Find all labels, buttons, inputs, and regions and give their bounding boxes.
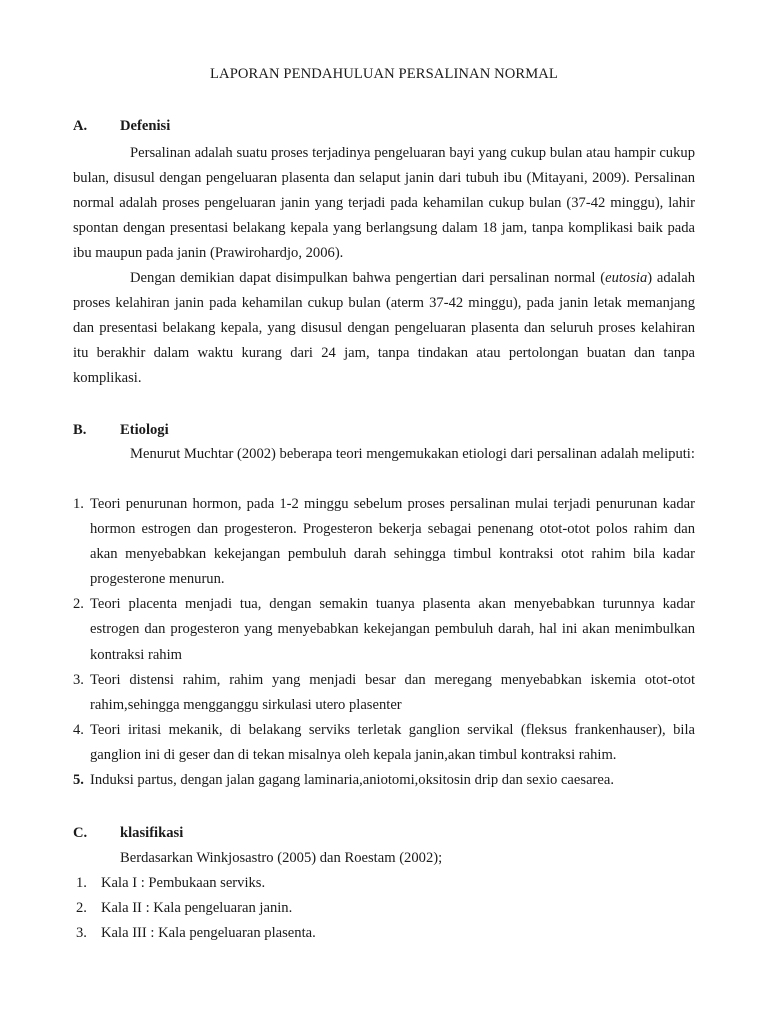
section-b-title: Etiologi bbox=[120, 422, 169, 438]
eutosia-term: eutosia bbox=[605, 270, 648, 286]
section-b-heading bbox=[73, 422, 169, 439]
section-c-heading bbox=[73, 825, 183, 842]
section-c-title: klasifikasi bbox=[120, 825, 184, 841]
section-a-title: Defenisi bbox=[120, 118, 171, 134]
section-a-paragraph-1-text: Persalinan adalah suatu proses terjadinya pengeluaran bayi yang cukup bulan atau hampir cukup bulan, disusul dengan pengeluaran plasenta dan selaput janin dari tubuh ibu (Mitayani, 2009). Persalinan normal adalah proses pengeluaran janin yang terjadi pada kehamilan cukup bulan (37-42 minggu), lahir spontan dengan presentasi belakang kepala yang berlangsung dalam 18 jam, tanpa komplikasi baik pada ibu maupun pada janin (Prawirohardjo, 2006). bbox=[73, 145, 695, 262]
etiologi-list bbox=[73, 492, 695, 793]
list-item: 3. Kala III : Kala pengeluaran plasenta. bbox=[76, 925, 316, 942]
section-a-letter: A. bbox=[73, 118, 88, 134]
section-b-intro: Menurut Muchtar (2002) beberapa teori mengemukakan etiologi dari persalinan adalah meliputi: bbox=[130, 446, 695, 462]
section-c-letter: C. bbox=[73, 825, 88, 841]
section-a-heading bbox=[73, 118, 170, 135]
list-item: 1. Teori penurunan hormon, pada 1-2 minggu sebelum proses persalinan mulai terjadi penurunan kadar hormon estrogen dan progesteron. Progesteron bekerja sebagai penenang otot-otot polos rahim dan akan menyebabkan kekejangan pembuluh darah sehingga timbul kontraksi otot rahim bila kadar progesterone menurun. bbox=[73, 496, 695, 588]
klasifikasi-list bbox=[76, 871, 316, 946]
list-item: 3. Teori distensi rahim, rahim yang menjadi besar dan meregang menyebabkan iskemia otot-otot rahim,sehingga mengganggu sirkulasi utero plasenter bbox=[73, 671, 695, 713]
section-a-paragraph-2: Dengan demikian dapat disimpulkan bahwa pengertian dari persalinan normal (eutosia) adalah proses kelahiran janin pada kehamilan cukup bulan (aterm 37-42 minggu), pada janin letak memanjang dan presentasi belakang kepala, yang disusul dengan pengeluaran plasenta dan seluruh proses kelahiran itu berakhir dalam waktu kurang dari 24 jam, tanpa tindakan atau pertolongan buatan dan tanpa komplikasi. bbox=[73, 270, 695, 387]
section-a-paragraph-1 bbox=[73, 141, 695, 266]
section-b-letter: B. bbox=[73, 422, 87, 438]
list-item: 5. Induksi partus, dengan jalan gagang laminaria,aniotomi,oksitosin drip dan sexio caesarea. bbox=[73, 772, 615, 789]
list-item: 1. Kala I : Pembukaan serviks. bbox=[76, 875, 266, 891]
list-item: 2. Kala II : Kala pengeluaran janin. bbox=[76, 900, 293, 917]
list-item: 2. Teori placenta menjadi tua, dengan semakin tuanya plasenta akan menyebabkan turunnya kadar estrogen dan progesteron yang menyebabkan kekejangan pembuluh darah, hal ini akan menimbulkan kontraksi rahim bbox=[73, 596, 695, 663]
section-c-intro: Berdasarkan Winkjosastro (2005) dan Roestam (2002); bbox=[120, 850, 443, 866]
page-title: LAPORAN PENDAHULUAN PERSALINAN NORMAL bbox=[210, 66, 558, 82]
list-item: 4. Teori iritasi mekanik, di belakang serviks terletak ganglion servikal (fleksus frankenhauser), bila ganglion ini di geser dan di tekan misalnya oleh kepala janin,akan timbul kontraksi rahim. bbox=[73, 721, 695, 763]
